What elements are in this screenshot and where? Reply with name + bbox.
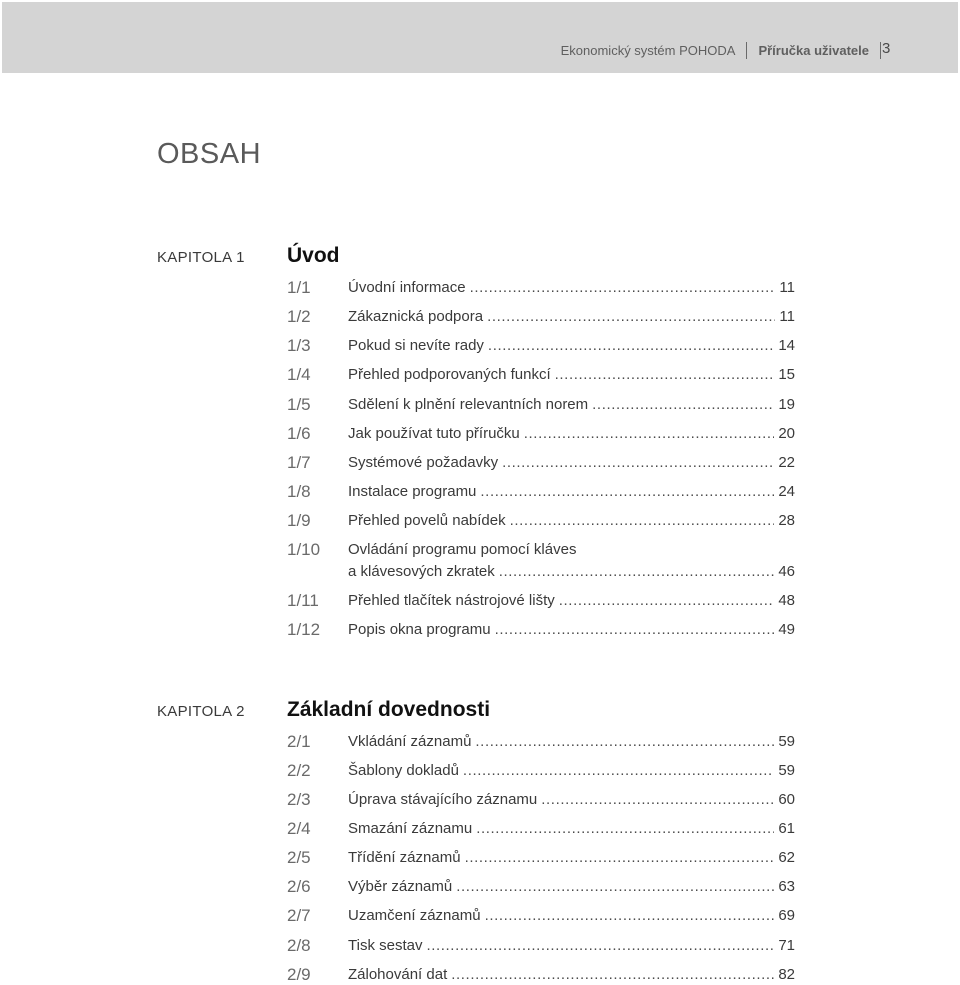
toc-entry-title: Pokud si nevíte rady	[348, 337, 484, 354]
toc-entry-page: 59	[778, 762, 795, 779]
toc-entry-page: 11	[779, 308, 795, 325]
toc-entry-number: 2/6	[287, 877, 311, 896]
chapter-2-title: Základní dovednosti	[287, 698, 491, 721]
toc-entry-page: 63	[778, 878, 795, 895]
toc-entry-number: 2/2	[287, 761, 311, 780]
toc-entry-page: 28	[778, 512, 795, 529]
chapter-2-label: KAPITOLA 2	[157, 703, 245, 720]
toc-entry-title: Šablony dokladů	[348, 762, 459, 779]
header-manual-title: Příručka uživatele	[758, 43, 869, 58]
toc-entry-number: 2/1	[287, 732, 311, 751]
toc-entry-number: 2/3	[287, 790, 311, 809]
toc-entry-title: Přehled povelů nabídek	[348, 512, 506, 529]
toc-entry-number: 2/7	[287, 906, 311, 925]
toc-entry-title: Smazání záznamu	[348, 820, 473, 837]
toc-entry-page: 20	[778, 425, 795, 442]
toc-entry-page: 82	[778, 966, 795, 983]
toc-entry-page: 14	[778, 337, 795, 354]
toc-entry-page: 59	[778, 733, 795, 750]
chapter-1-title: Úvod	[287, 244, 340, 267]
toc-entry-number: 1/2	[287, 307, 311, 326]
toc-entry-title: Zálohování dat	[348, 966, 448, 983]
toc-entry-page: 11	[779, 279, 795, 296]
toc-entry-page: 60	[778, 791, 795, 808]
toc-entry-title: Vkládání záznamů	[348, 733, 472, 750]
toc-entry-title-line1: Ovládání programu pomocí kláves	[348, 541, 577, 558]
toc-entry-title: Výběr záznamů	[348, 878, 453, 895]
toc-entry-number: 1/5	[287, 395, 311, 414]
toc-entry-page: 69	[778, 907, 795, 924]
toc-entry-title: Uzamčení záznamů	[348, 907, 481, 924]
toc-entry-number: 1/12	[287, 620, 321, 639]
toc-entry-title: a klávesových zkratek	[348, 563, 495, 580]
toc-entry-number: 1/4	[287, 365, 311, 384]
toc-entry-page: 46	[778, 563, 795, 580]
header-separator	[746, 42, 747, 59]
toc-entry-title: Sdělení k plnění relevantních norem	[348, 396, 589, 413]
toc-entry-number: 1/9	[287, 511, 311, 530]
toc-entry-number: 2/4	[287, 819, 311, 838]
toc-entry-title: Systémové požadavky	[348, 454, 499, 471]
toc-entry-page: 15	[778, 366, 795, 383]
header-separator	[880, 42, 881, 59]
toc-entry-title: Jak používat tuto příručku	[348, 425, 520, 442]
toc-entry-title: Přehled podporovaných funkcí	[348, 366, 551, 383]
toc-entry-number: 1/8	[287, 482, 311, 501]
toc-entry-title: Tisk sestav	[348, 937, 423, 954]
toc-entry-title: Přehled tlačítek nástrojové lišty	[348, 592, 555, 609]
toc-entry-page: 19	[778, 396, 795, 413]
toc-entry-page: 22	[778, 454, 795, 471]
toc-entry-page: 62	[778, 849, 795, 866]
toc-entry-page: 71	[778, 937, 795, 954]
toc-entry-number: 2/5	[287, 848, 311, 867]
page-header	[2, 2, 958, 73]
toc-entry-title: Instalace programu	[348, 483, 477, 500]
toc-title: OBSAH	[157, 138, 262, 170]
toc-entry-title: Popis okna programu	[348, 621, 491, 638]
chapter-1-label: KAPITOLA 1	[157, 249, 245, 266]
toc-entry-number: 1/3	[287, 336, 311, 355]
toc-entry-number: 2/8	[287, 936, 311, 955]
toc-entry-title: Třídění záznamů	[348, 849, 461, 866]
toc-entry-number: 1/7	[287, 453, 311, 472]
page-number: 3	[882, 40, 891, 57]
toc-entry-title: Zákaznická podpora	[348, 308, 484, 325]
toc-entry-title: Úprava stávajícího záznamu	[348, 791, 538, 808]
toc-entry-page: 24	[778, 483, 795, 500]
header-system-name: Ekonomický systém POHODA	[560, 43, 736, 58]
toc-entry-number: 1/11	[287, 591, 319, 610]
toc-entry-number: 1/6	[287, 424, 311, 443]
toc-entry-page: 48	[778, 592, 795, 609]
toc-entry-page: 49	[778, 621, 795, 638]
toc-entry-number: 2/9	[287, 965, 311, 984]
toc-entry-title: Úvodní informace	[348, 279, 466, 296]
toc-entry-number: 1/10	[287, 540, 321, 559]
running-header	[561, 42, 892, 59]
toc-entry-page: 61	[778, 820, 795, 837]
toc-entry-number: 1/1	[287, 278, 311, 297]
